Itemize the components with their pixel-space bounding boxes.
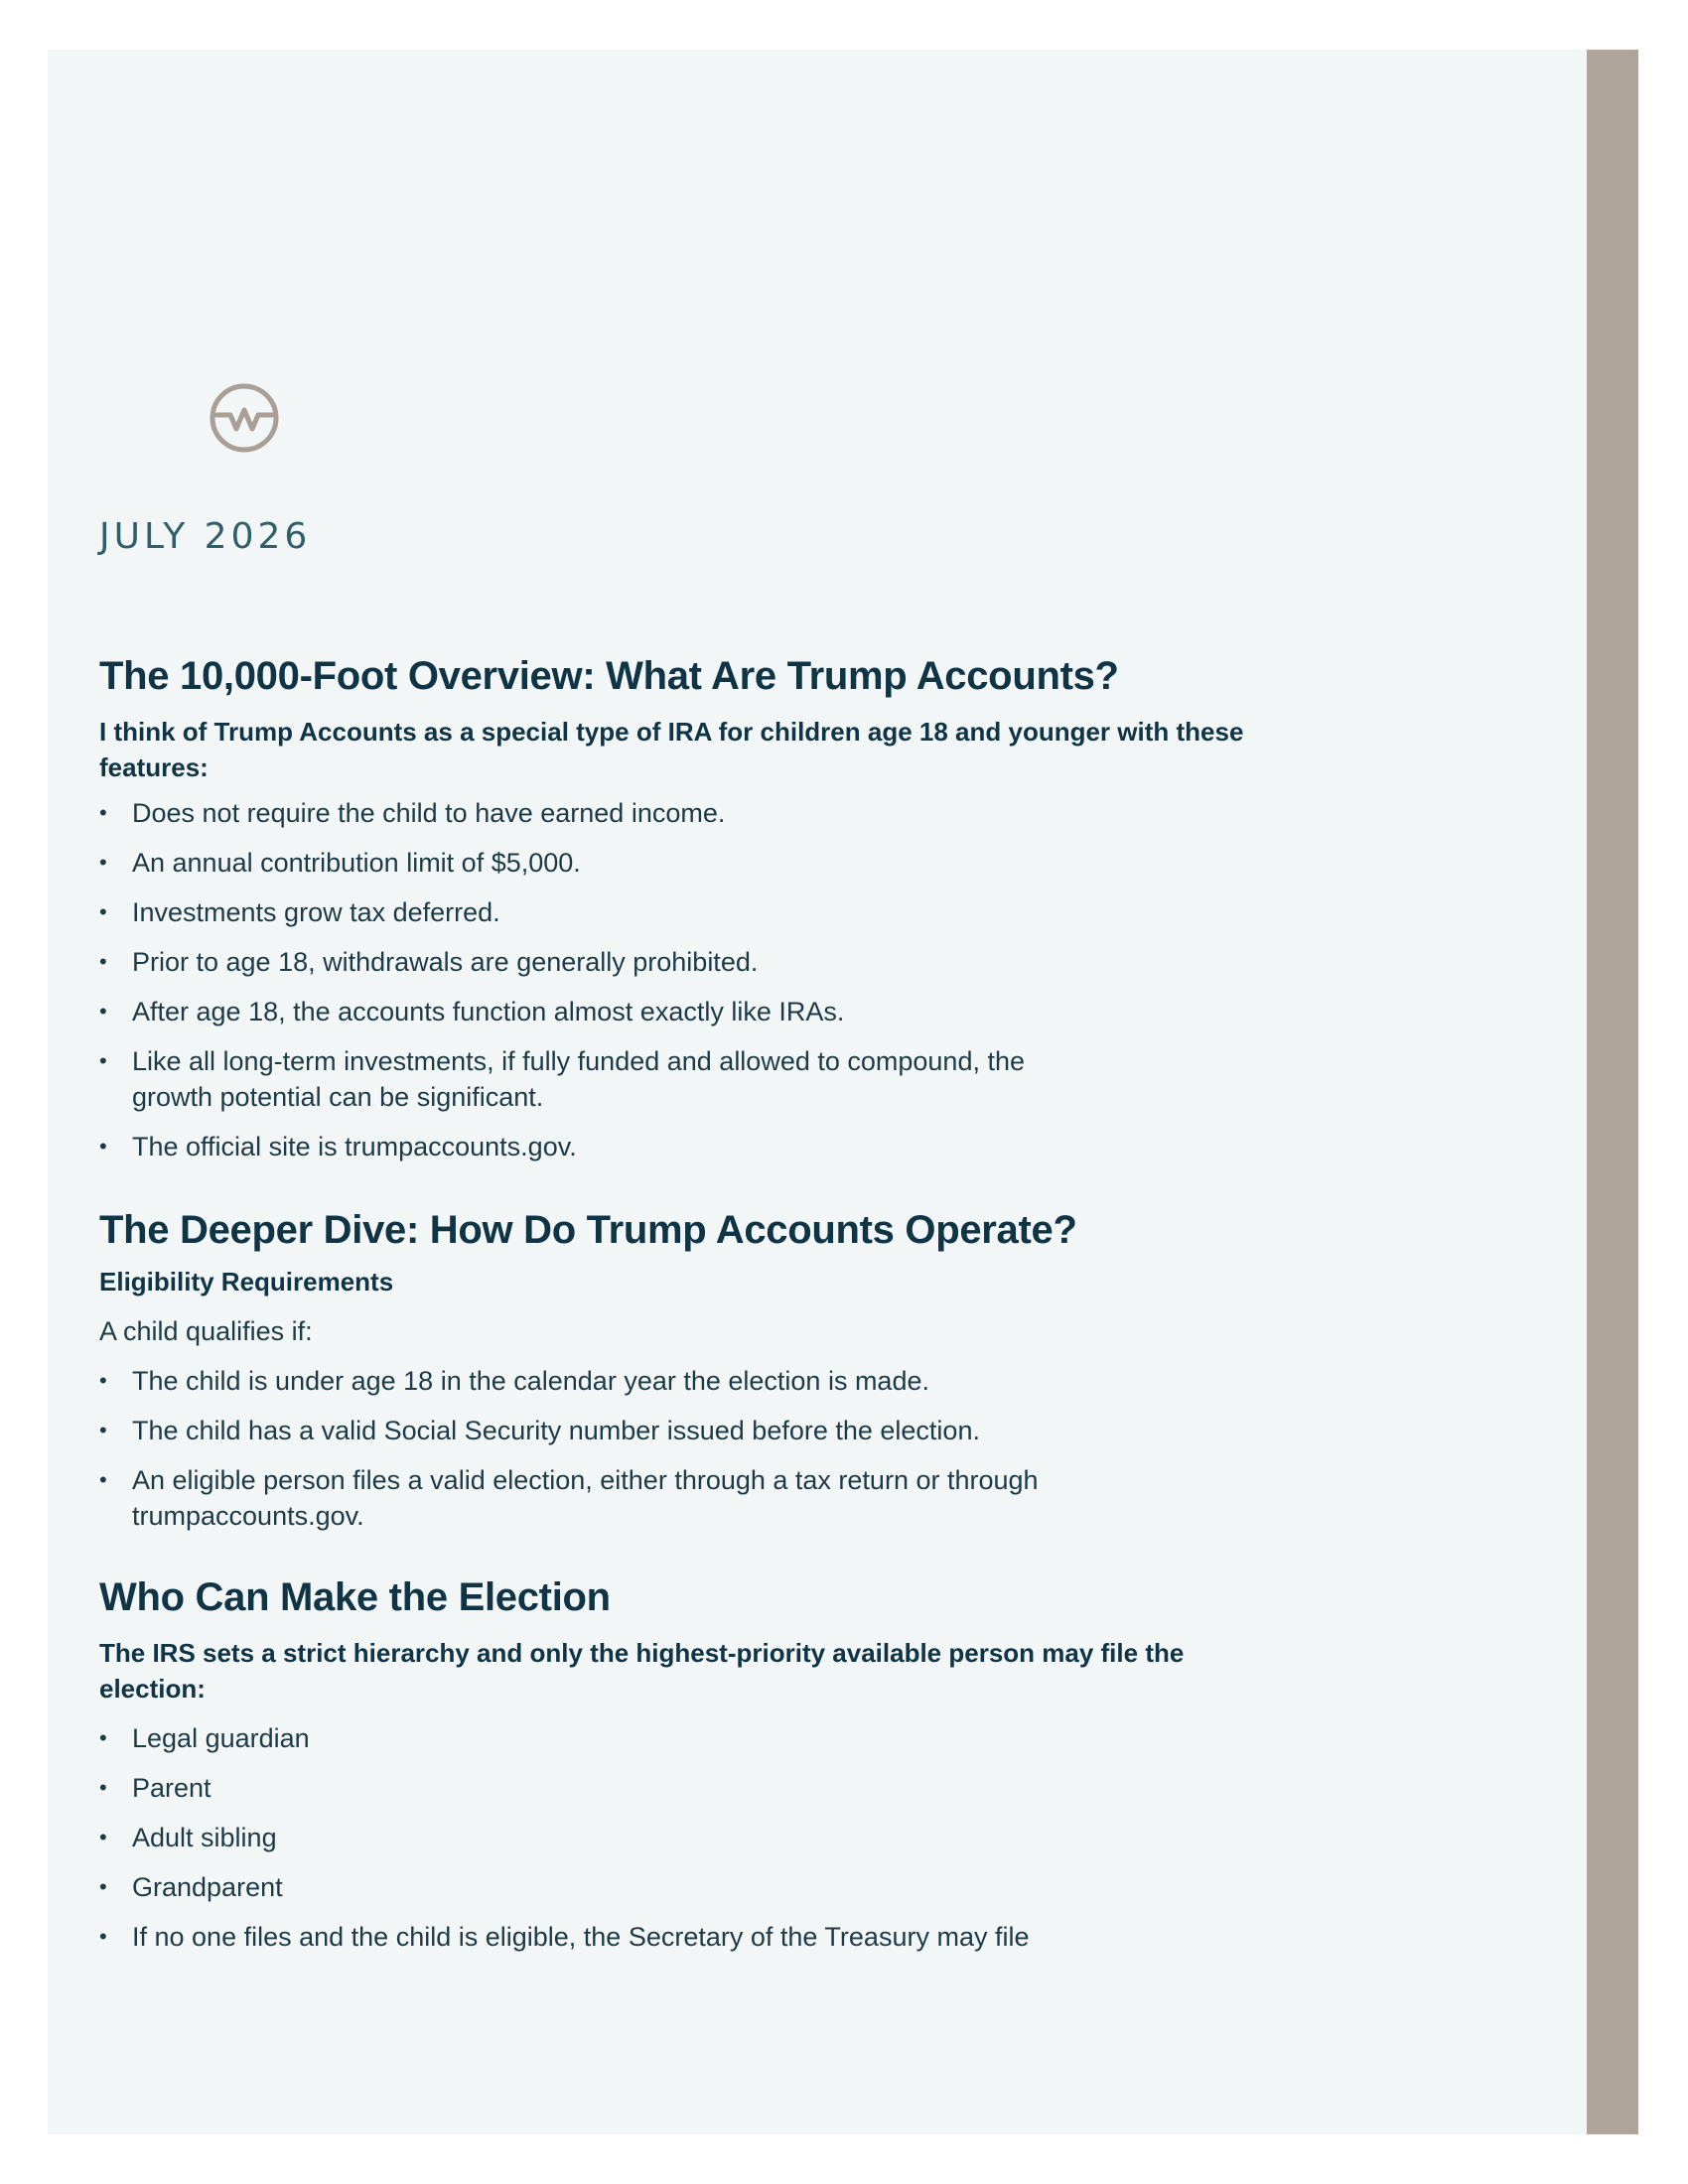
section-deeper-dive [99,1204,1331,1534]
list-item: • Parent [99,1770,1291,1806]
feature-list [99,795,1102,1164]
list-item: • An annual contribution limit of $5,000. [99,845,1102,881]
decorative-side-bar [1587,50,1638,2134]
list-item: • An eligible person files a valid election, either through a tax return or through trumpaccounts.gov. [99,1462,1092,1534]
list-item: • Legal guardian [99,1720,1291,1756]
section-heading: Who Can Make the Election [99,1575,611,1619]
list-item: • Does not require the child to have earned income. [99,795,1102,831]
list-item: • Grandparent [99,1869,1291,1905]
list-item: • Adult sibling [99,1820,1291,1855]
hierarchy-list [99,1720,1291,1955]
issue-date: JULY 2026 [99,516,312,557]
list-item: • The child is under age 18 in the calendar year the election is made. [99,1363,1092,1399]
section-election [99,1571,1331,1955]
list-item: • Investments grow tax deferred. [99,894,1102,930]
list-item: • The child has a valid Social Security number issued before the election. [99,1413,1092,1448]
list-item: • If no one files and the child is eligible, the Secretary of the Treasury may file [99,1919,1291,1955]
eligibility-subheading: Eligibility Requirements [99,1267,394,1297]
section-overview [99,650,1331,1164]
list-item: • After age 18, the accounts function almost exactly like IRAs. [99,994,1102,1029]
list-item: • The official site is trumpaccounts.gov. [99,1129,1102,1164]
list-item: • Like all long-term investments, if fully funded and allowed to compound, the growth potential can be significant. [99,1043,1102,1115]
article-content [99,650,1331,1955]
section-heading: The 10,000-Foot Overview: What Are Trump Accounts? [99,654,1119,698]
eligibility-intro: A child qualifies if: [99,1316,313,1346]
section-heading: The Deeper Dive: How Do Trump Accounts Operate? [99,1208,1077,1252]
w-circle-logo-icon [209,382,280,454]
list-item: • Prior to age 18, withdrawals are generally prohibited. [99,944,1102,980]
section-lead: I think of Trump Accounts as a special type of IRA for children age 18 and younger with these features: [99,717,1244,782]
section-lead: The IRS sets a strict hierarchy and only the highest-priority available person may file the election: [99,1638,1185,1704]
eligibility-list [99,1363,1092,1534]
